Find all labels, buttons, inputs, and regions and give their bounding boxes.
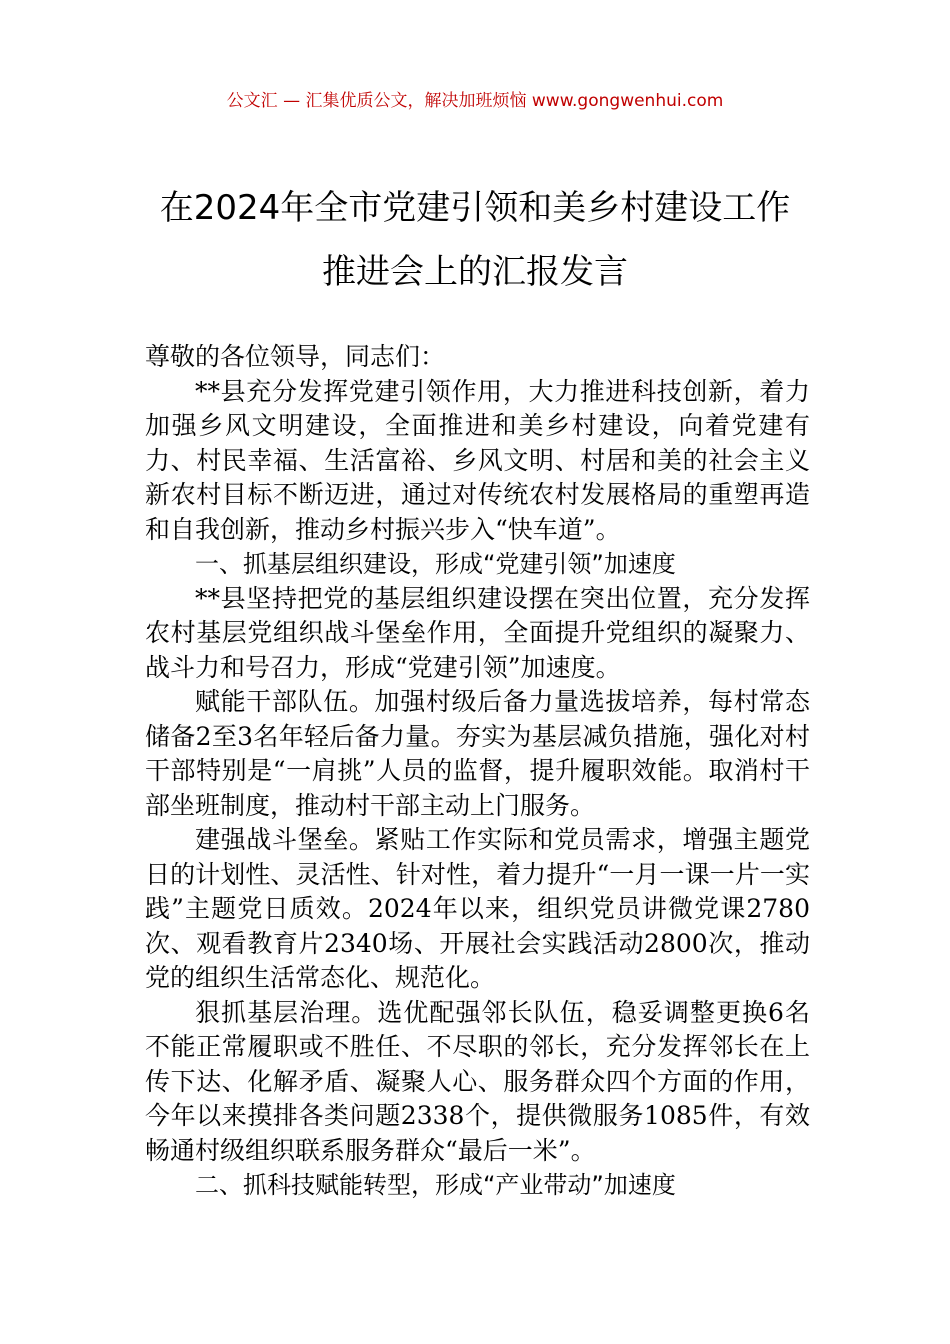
salutation: 尊敬的各位领导，同志们： — [145, 342, 446, 371]
paragraph-fortress: 建强战斗堡垒。紧贴工作实际和党员需求，增强主题党日的计划性、灵活性、针对性，着力提升“一月一课一片一实践”主题党日质效。2024年以来，组织党员讲微党课2780次、观看教育片2340场、开展社会实践活动2800次，推动党的组织生活常态化、规范化。 — [145, 825, 810, 992]
title-line-2: 推进会上的汇报发言 — [322, 252, 628, 292]
paragraph-intro: **县充分发挥党建引领作用，大力推进科技创新，着力加强乡风文明建设，全面推进和美乡村建设，向着党建有力、村民幸福、生活富裕、乡风文明、村居和美的社会主义新农村目标不断迈进，通过对传统农村发展格局的重塑再造和自我创新，推动乡村振兴步入“快车道”。 — [145, 376, 810, 544]
title-line-1: 在2024年全市党建引领和美乡村建设工作 — [159, 188, 791, 228]
paragraph-section1-intro: **县坚持把党的基层组织建设摆在突出位置，充分发挥农村基层党组织战斗堡垒作用，全面提升党组织的凝聚力、战斗力和号召力，形成“党建引领”加速度。 — [145, 583, 810, 682]
section-heading-1: 一、抓基层组织建设，形成“党建引领”加速度 — [195, 550, 676, 578]
document-title — [100, 176, 850, 304]
watermark-header: 公文汇 — 汇集优质公文，解决加班烦恼 www.gongwenhui.com — [226, 91, 724, 111]
document-body — [145, 340, 810, 1203]
paragraph-governance: 狠抓基层治理。选优配强邻长队伍，稳妥调整更换6名不能正常履职或不胜任、不尽职的邻长，充分发挥邻长在上传下达、化解矛盾、凝聚人心、服务群众四个方面的作用，今年以来摸排各类问题2338个，提供微服务1085件，有效畅通村级组织联系服务群众“最后一米”。 — [145, 997, 810, 1165]
paragraph-cadre-team: 赋能干部队伍。加强村级后备力量选拔培养，每村常态储备2至3名年轻后备力量。夯实为基层减负措施，强化对村干部特别是“一肩挑”人员的监督，提升履职效能。取消村干部坐班制度，推动村干部主动上门服务。 — [145, 687, 810, 820]
section-heading-2: 二、抓科技赋能转型，形成“产业带动”加速度 — [195, 1171, 676, 1199]
